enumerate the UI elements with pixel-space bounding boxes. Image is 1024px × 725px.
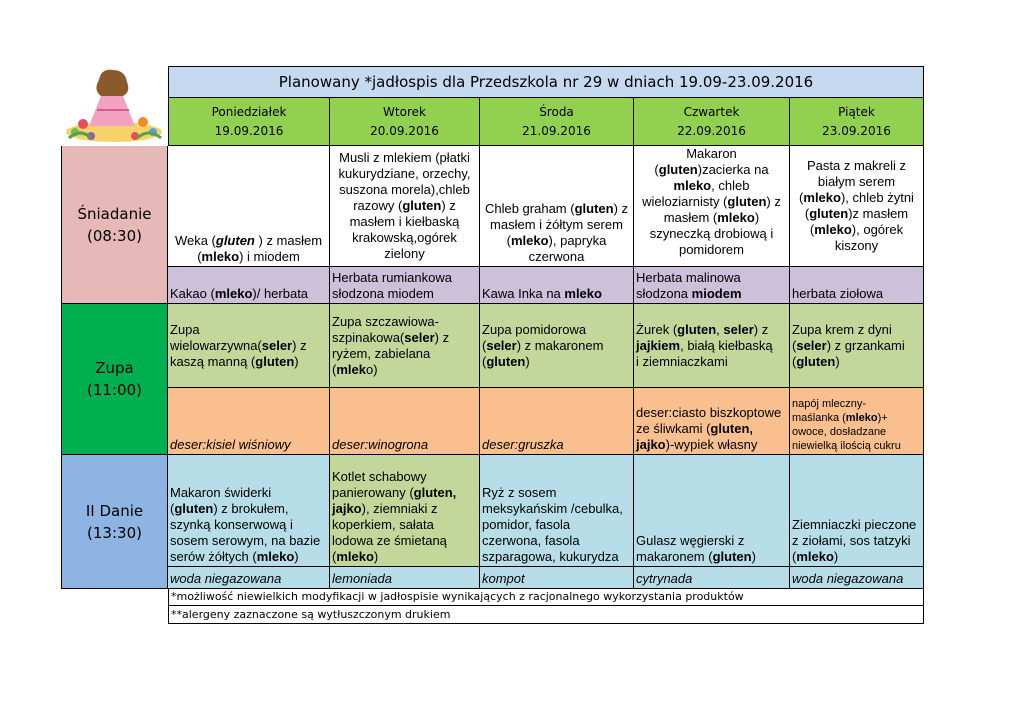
drink-wednesday: kompot (480, 567, 634, 589)
breakfast-wednesday: Chleb graham (gluten) z masłem i żółtym serem (mleko), papryka czerwona (480, 146, 634, 267)
logo (61, 66, 167, 146)
dessert-friday: napój mleczny- maślanka (mleko)+ owoce, dosładzane niewielką ilością cukru (790, 388, 924, 455)
drink-tuesday: lemoniada (330, 567, 480, 589)
drink-friday: woda niegazowana (790, 567, 924, 589)
soup-tuesday: Zupa szczawiowa- szpinakowa(seler) z ryżem, zabielana (mleko) (330, 304, 480, 388)
day-date: 22.09.2016 (677, 123, 746, 138)
soup-wednesday: Zupa pomidorowa (seler) z makaronem (gluten) (480, 304, 634, 388)
day-header-4 (790, 98, 924, 146)
breakfast-friday: Pasta z makreli z białym serem (mleko), chleb żytni (gluten)z masłem (mleko), ogórek kiszony (790, 146, 924, 267)
breakfast-drink-thursday: Herbata malinowa słodzona miodem (634, 267, 790, 304)
day-date: 19.09.2016 (214, 123, 284, 138)
main-wednesday: Ryż z sosem meksykańskim /cebulka, pomidor, fasola czerwona, fasola szparagowa, kukurydza (480, 455, 634, 567)
dessert-tuesday: deser:winogrona (330, 388, 480, 455)
day-header-1 (330, 98, 480, 146)
breakfast-drink-wednesday: Kawa Inka na mleko (480, 267, 634, 304)
day-date: 23.09.2016 (822, 123, 891, 138)
dessert-wednesday: deser:gruszka (480, 388, 634, 455)
main-friday: Ziemniaczki pieczone z ziołami, sos tatzyki (mleko) (790, 455, 924, 567)
meal-label-dinner: II Danie (13:30) (61, 455, 168, 589)
soup-friday: Zupa krem z dyni (seler) z grzankami (gluten) (790, 304, 924, 388)
breakfast-drink-monday: Kakao (mleko)/ herbata (168, 267, 330, 304)
dessert-monday: deser:kisiel wiśniowy (168, 388, 330, 455)
day-name: Środa (539, 104, 574, 119)
day-header-2 (480, 98, 634, 146)
dessert-thursday: deser:ciasto biszkoptowe ze śliwkami (gluten, jajko)-wypiek własny (634, 388, 790, 455)
breakfast-tuesday: Musli z mlekiem (płatki kukurydziane, orzechy, suszona morela),chleb razowy (gluten) z masłem i kiełbaską krakowską,ogórek zielony (330, 146, 480, 267)
day-header-0 (168, 98, 330, 146)
main-tuesday: Kotlet schabowy panierowany (gluten, jajko), ziemniaki z koperkiem, sałata lodowa ze śmietaną (mleko) (330, 455, 480, 567)
breakfast-drink-tuesday: Herbata rumiankowa słodzona miodem (330, 267, 480, 304)
day-name: Piątek (838, 104, 875, 119)
main-thursday: Gulasz węgierski z makaronem (gluten) (634, 455, 790, 567)
day-name: Poniedziałek (211, 104, 287, 119)
meal-label-breakfast: Śniadanie (08:30) (61, 146, 168, 304)
breakfast-monday: Weka (gluten ) z masłem (mleko) i miodem (168, 146, 330, 267)
main-monday: Makaron świderki (gluten) z brokułem, szynką konserwową i sosem serowym, na bazie serów żółtych (mleko) (168, 455, 330, 567)
day-date: 21.09.2016 (522, 123, 591, 138)
drink-thursday: cytrynada (634, 567, 790, 589)
day-name: Czwartek (683, 104, 740, 119)
footnote-modifications: *możliwość niewielkich modyfikacji w jadłospisie wynikających z racjonalnego wykorzystania produktów (168, 589, 924, 606)
page-title: Planowany *jadłospis dla Przedszkola nr 29 w dniach 19.09-23.09.2016 (168, 66, 924, 98)
meal-label-soup: Zupa (11:00) (61, 304, 168, 455)
soup-thursday: Żurek (gluten, seler) z jajkiem, białą kiełbaską i ziemniaczkami (634, 304, 790, 388)
day-name: Wtorek (383, 104, 426, 119)
drink-monday: woda niegazowana (168, 567, 330, 589)
day-date: 20.09.2016 (370, 123, 439, 138)
footnote-allergens: **alergeny zaznaczone są wytłuszczonym drukiem (168, 606, 924, 624)
breakfast-thursday: Makaron (gluten)zacierka na mleko, chleb wieloziarnisty (gluten) z masłem (mleko) szyneczką drobiową i pomidorem (634, 146, 790, 267)
breakfast-drink-friday: herbata ziołowa (790, 267, 924, 304)
soup-monday: Zupa wielowarzywna(seler) z kaszą manną (gluten) (168, 304, 330, 388)
day-header-3 (634, 98, 790, 146)
